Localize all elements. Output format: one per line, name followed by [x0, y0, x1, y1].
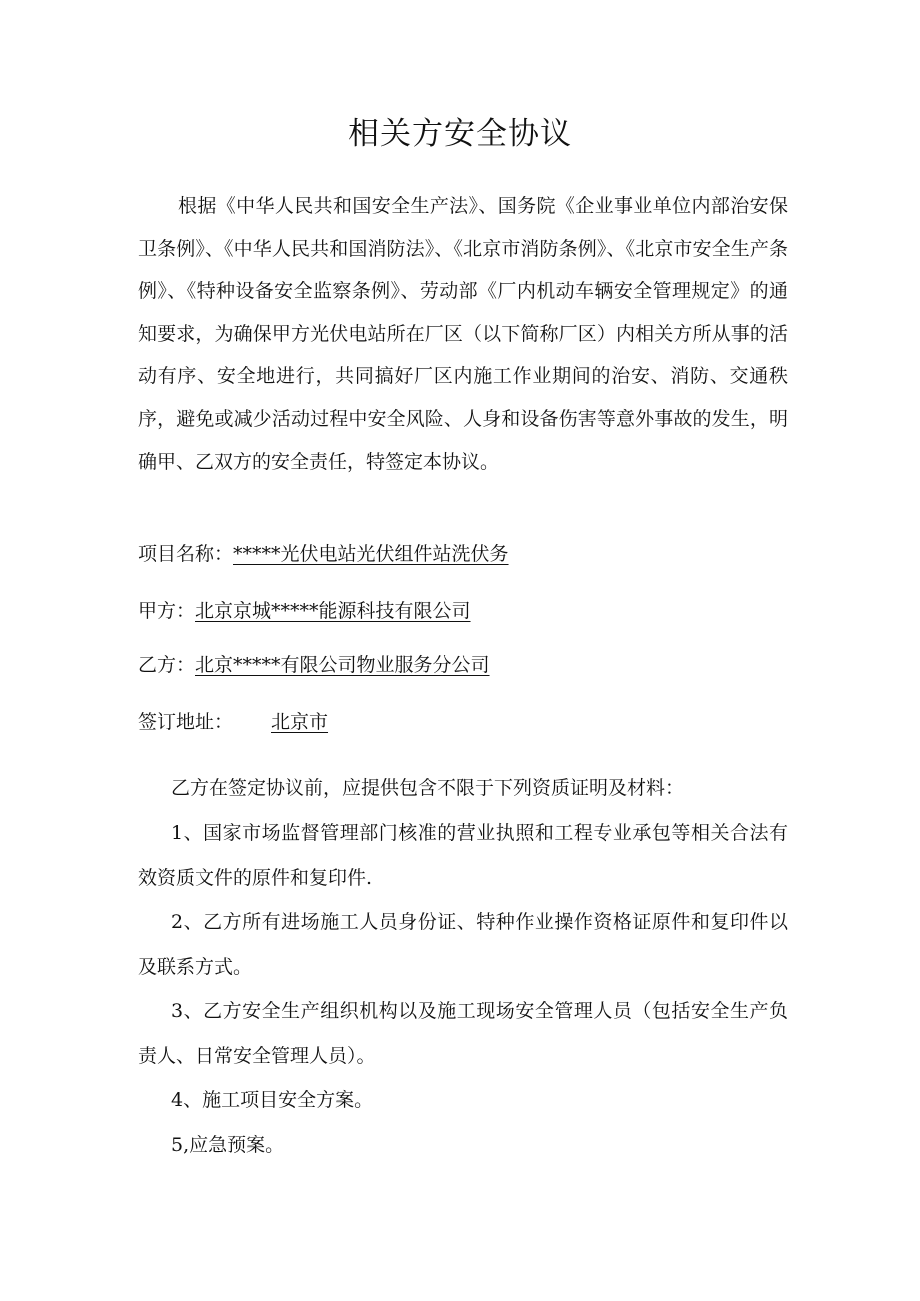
requirement-item-4: 4、施工项目安全方案。	[171, 1089, 374, 1111]
requirement-item-1: 1、国家市场监督管理部门核准的营业执照和工程专业承包等相关合法有效资质文件的原件和复印件.	[138, 822, 788, 889]
party-b-value: 北京*****有限公司物业服务分公司	[195, 654, 490, 676]
party-b-label: 乙方：	[138, 654, 196, 676]
signing-address-label: 签订地址：	[138, 711, 234, 733]
requirement-item-5: 5,应急预案。	[171, 1134, 285, 1156]
project-name-label: 项目名称：	[138, 543, 234, 565]
document-title: 相关方安全协议	[348, 116, 572, 152]
project-name-value: *****光伏电站光伏组件站洗伏务	[233, 543, 509, 565]
party-a-value: 北京京城*****能源科技有限公司	[195, 600, 471, 622]
signing-address-value: 北京市	[271, 711, 329, 733]
requirements-intro: 乙方在签定协议前，应提供包含不限于下列资质证明及材料：	[171, 777, 685, 799]
party-b-field	[138, 650, 490, 680]
requirement-item-2: 2、乙方所有进场施工人员身份证、特种作业操作资格证原件和复印件以及联系方式。	[138, 911, 788, 978]
party-a-label: 甲方：	[138, 600, 196, 622]
intro-paragraph: 根据《中华人民共和国安全生产法》、国务院《企业事业单位内部治安保卫条例》、《中华人民共和国消防法》、《北京市消防条例》、《北京市安全生产条例》、《特种设备安全监察条例》、劳动部《厂内机动车辆安全管理规定》的通知要求，为确保甲方光伏电站所在厂区（以下简称厂区）内相关方所从事的活动有序、安全地进行，共同搞好厂区内施工作业期间的治安、消防、交通秩序，避免或减少活动过程中安全风险、人身和设备伤害等意外事故的发生，明确甲、乙双方的安全责任，特签定本协议。	[138, 195, 788, 473]
signing-address-field	[138, 707, 328, 737]
project-name-field	[138, 539, 509, 569]
requirement-item-3: 3、乙方安全生产组织机构以及施工现场安全管理人员（包括安全生产负责人、日常安全管理人员）。	[138, 1000, 788, 1067]
party-a-field	[138, 596, 471, 626]
